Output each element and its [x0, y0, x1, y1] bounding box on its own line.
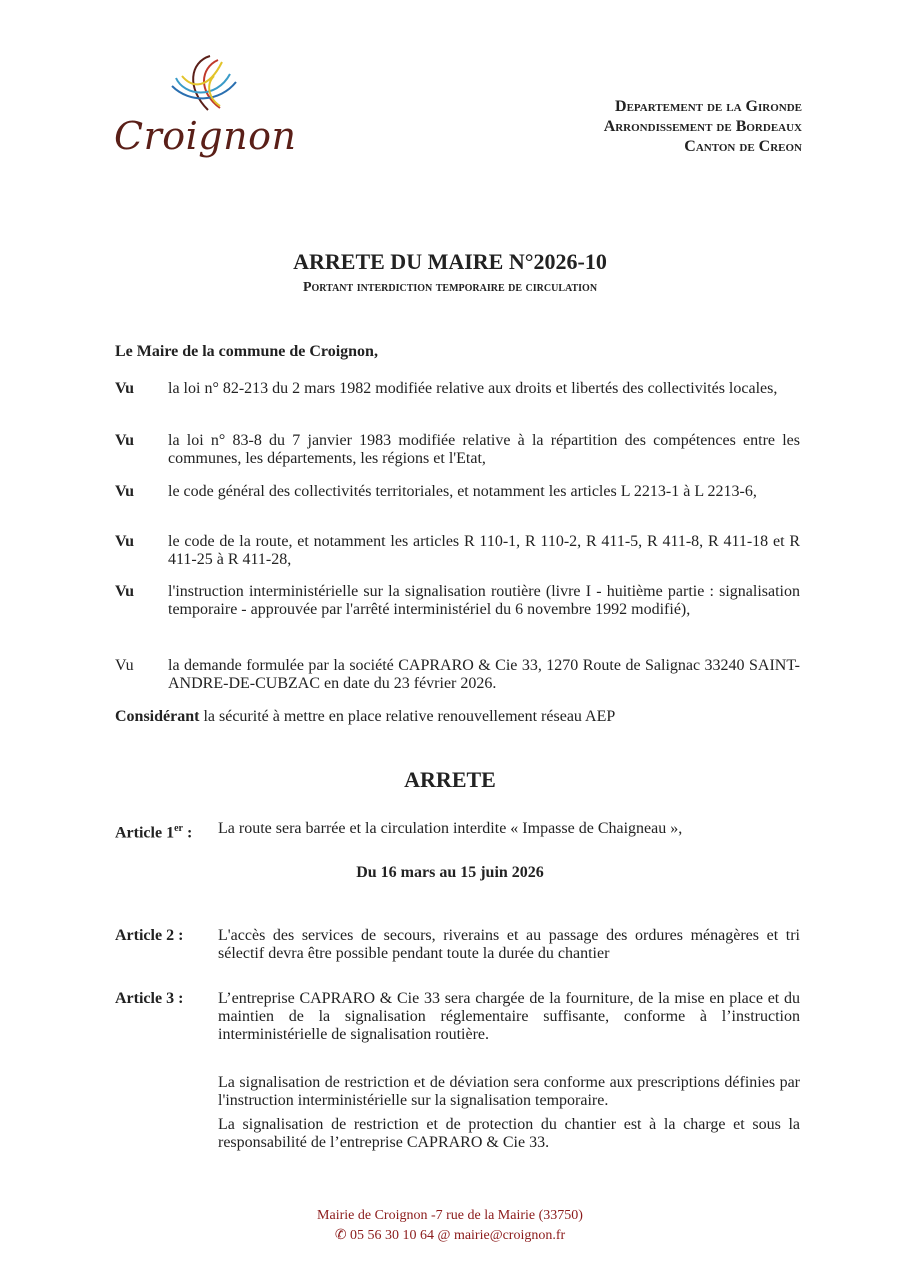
vu-label: Vu [115, 533, 134, 550]
logo-text: Croignon [114, 114, 297, 158]
canton-line: Canton de Creon [684, 138, 802, 155]
article-label-colon: : [182, 824, 193, 842]
article-2-text: L'accès des services de secours, riverains et au passage des ordures ménagères et tri sélectif devra être possible pendant toute la durée du chantier [218, 927, 800, 962]
logo-emblem-icon [108, 48, 288, 118]
vu-text: le code général des collectivités territoriales, et notamment les articles L 2213-1 à L 2213-6, [168, 483, 757, 500]
page-subtitle: Portant interdiction temporaire de circulation [302, 280, 598, 295]
article-3-paragraph-3: La signalisation de restriction et de protection du chantier est à la charge et sous la responsabilité de l’entreprise CAPRARO & Cie 33. [218, 1116, 800, 1151]
department-line: Departement de la Gironde [615, 98, 802, 115]
article-label-text: Article 1 [115, 824, 175, 842]
article-3-paragraph-2: La signalisation de restriction et de déviation sera conforme aux prescriptions définies par l'instruction interministérielle sur la signalisation temporaire. [218, 1074, 800, 1109]
footer-email[interactable]: @ mairie@croignon.fr [437, 1228, 566, 1243]
vu-text: l'instruction interministérielle sur la signalisation routière (livre I - huitième partie : signalisation temporaire - approuvée par l'arrêté interministériel du 6 novembre 1992 modifié), [168, 583, 800, 618]
footer-phone: 05 56 30 10 64 [350, 1228, 435, 1243]
vu-text: le code de la route, et notamment les articles R 110-1, R 110-2, R 411-5, R 411-8, R 411-18 et R 411-25 à R 411-28, [168, 533, 800, 568]
croignon-logo [108, 48, 297, 168]
vu-label: Vu [115, 657, 134, 674]
arrete-heading: ARRETE [404, 767, 496, 792]
footer [0, 1206, 900, 1246]
footer-contact [0, 1226, 900, 1246]
closure-dates: Du 16 mars au 15 juin 2026 [356, 864, 544, 881]
intro-line: Le Maire de la commune de Croignon, [115, 343, 378, 360]
article-3-label: Article 3 : [115, 990, 184, 1007]
article-1-text: La route sera barrée et la circulation interdite « Impasse de Chaigneau », [218, 820, 683, 837]
article-1-label [115, 820, 192, 842]
page-title: ARRETE DU MAIRE N°2026-10 [293, 249, 607, 274]
department-header [604, 97, 802, 157]
article-label-sup: er [174, 823, 183, 834]
vu-text: la loi n° 83-8 du 7 janvier 1983 modifiée relative à la répartition des compétences entre les communes, les départements, les régions et l'Etat, [168, 432, 800, 467]
considerant [115, 708, 615, 726]
considerant-text: la sécurité à mettre en place relative renouvellement réseau AEP [199, 708, 616, 725]
vu-label: Vu [115, 483, 134, 500]
article-3-text: L’entreprise CAPRARO & Cie 33 sera chargée de la fourniture, de la mise en place et du maintien de la signalisation réglementaire suffisante, conforme à l’instruction interministérielle de signalisation routière. [218, 990, 800, 1043]
footer-address: Mairie de Croignon -7 rue de la Mairie (33750) [317, 1208, 583, 1223]
vu-label: Vu [115, 583, 134, 600]
arrondissement-line: Arrondissement de Bordeaux [603, 118, 802, 135]
article-2-label: Article 2 : [115, 927, 184, 944]
considerant-label: Considérant [115, 708, 200, 725]
phone-icon: ✆ [334, 1228, 351, 1243]
vu-text: la demande formulée par la société CAPRARO & Cie 33, 1270 Route de Salignac 33240 SAINT-ANDRE-DE-CUBZAC en date du 23 février 2026. [168, 657, 800, 692]
vu-label: Vu [115, 380, 134, 397]
vu-text: la loi n° 82-213 du 2 mars 1982 modifiée relative aux droits et libertés des collectivités locales, [168, 380, 778, 397]
vu-label: Vu [115, 432, 134, 449]
